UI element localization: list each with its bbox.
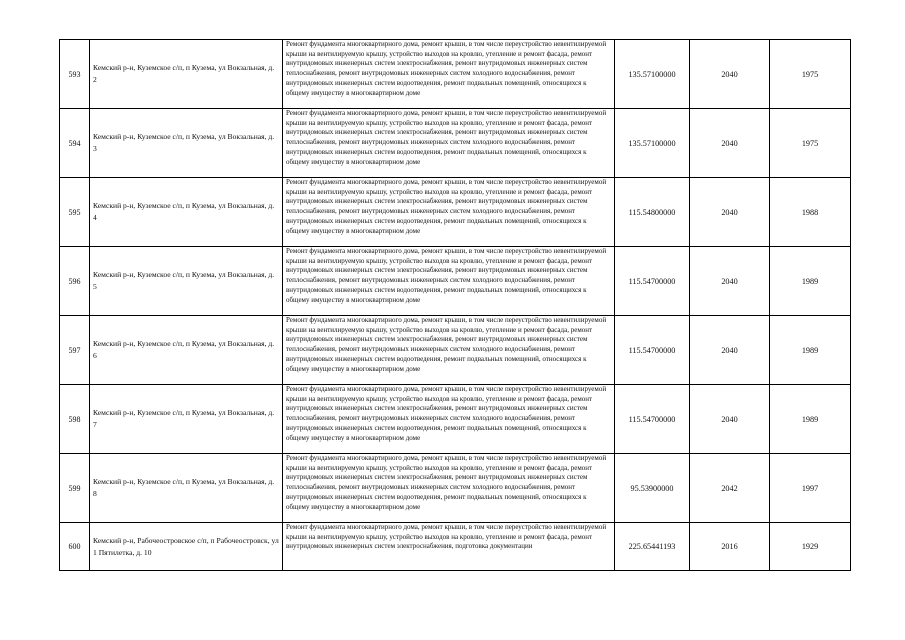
works-cell: Ремонт фундамента многоквартирного дома, ремонт крыши, в том числе переустройство невентилируемой крыши на вентилируемую крышу, устройство выходов на кровлю, утепление и ремонт фасада, ремонт внутридомовых инженерных систем электроснабжения, ремонт внутридомовых инженерных систем теплоснабжения, ремонт внутридомовых инженерных систем холодного водоснабжения, ремонт внутридомовых инженерных систем водоотведения, ремонт подвальных помещений, относящихся к общему имуществу в многоквартирном доме <box>283 109 615 178</box>
table-row <box>60 40 851 109</box>
row-number: 593 <box>60 40 90 109</box>
works-cell: Ремонт фундамента многоквартирного дома, ремонт крыши, в том числе переустройство невентилируемой крыши на вентилируемую крышу, устройство выходов на кровлю, утепление и ремонт фасада, ремонт внутридомовых инженерных систем электроснабжения, ремонт внутридомовых инженерных систем теплоснабжения, ремонт внутридомовых инженерных систем холодного водоснабжения, ремонт внутридомовых инженерных систем водоотведения, ремонт подвальных помещений, относящихся к общему имуществу в многоквартирном доме <box>283 247 615 316</box>
address-cell: Кемский р-н, Куземское с/п, п Кузема, ул Вокзальная, д. 7 <box>90 385 283 454</box>
cost-cell: 115.54700000 <box>615 247 690 316</box>
built-year-cell: 1975 <box>770 109 851 178</box>
works-cell: Ремонт фундамента многоквартирного дома, ремонт крыши, в том числе переустройство невентилируемой крыши на вентилируемую крышу, устройство выходов на кровлю, утепление и ремонт фасада, ремонт внутридомовых инженерных систем электроснабжения, подготовка документации <box>283 523 615 571</box>
built-year-cell: 1988 <box>770 178 851 247</box>
row-number: 594 <box>60 109 90 178</box>
built-year-cell: 1997 <box>770 454 851 523</box>
row-number: 598 <box>60 385 90 454</box>
capital-repair-table <box>59 39 851 571</box>
document-sheet <box>59 39 851 571</box>
built-year-cell: 1989 <box>770 316 851 385</box>
address-cell: Кемский р-н, Куземское с/п, п Кузема, ул Вокзальная, д. 5 <box>90 247 283 316</box>
planned-year-cell: 2042 <box>690 454 770 523</box>
row-number: 600 <box>60 523 90 571</box>
works-cell: Ремонт фундамента многоквартирного дома, ремонт крыши, в том числе переустройство невентилируемой крыши на вентилируемую крышу, устройство выходов на кровлю, утепление и ремонт фасада, ремонт внутридомовых инженерных систем электроснабжения, ремонт внутридомовых инженерных систем теплоснабжения, ремонт внутридомовых инженерных систем холодного водоснабжения, ремонт внутридомовых инженерных систем водоотведения, ремонт подвальных помещений, относящихся к общему имуществу в многоквартирном доме <box>283 40 615 109</box>
cost-cell: 135.57100000 <box>615 40 690 109</box>
planned-year-cell: 2040 <box>690 247 770 316</box>
built-year-cell: 1975 <box>770 40 851 109</box>
cost-cell: 115.54700000 <box>615 316 690 385</box>
planned-year-cell: 2040 <box>690 178 770 247</box>
cost-cell: 225.65441193 <box>615 523 690 571</box>
planned-year-cell: 2040 <box>690 385 770 454</box>
table-row <box>60 109 851 178</box>
table-row <box>60 523 851 571</box>
built-year-cell: 1989 <box>770 247 851 316</box>
built-year-cell: 1929 <box>770 523 851 571</box>
works-cell: Ремонт фундамента многоквартирного дома, ремонт крыши, в том числе переустройство невентилируемой крыши на вентилируемую крышу, устройство выходов на кровлю, утепление и ремонт фасада, ремонт внутридомовых инженерных систем электроснабжения, ремонт внутридомовых инженерных систем теплоснабжения, ремонт внутридомовых инженерных систем холодного водоснабжения, ремонт внутридомовых инженерных систем водоотведения, ремонт подвальных помещений, относящихся к общему имуществу в многоквартирном доме <box>283 385 615 454</box>
address-cell: Кемский р-н, Куземское с/п, п Кузема, ул Вокзальная, д. 6 <box>90 316 283 385</box>
address-cell: Кемский р-н, Куземское с/п, п Кузема, ул Вокзальная, д. 4 <box>90 178 283 247</box>
planned-year-cell: 2040 <box>690 40 770 109</box>
table-row <box>60 178 851 247</box>
works-cell: Ремонт фундамента многоквартирного дома, ремонт крыши, в том числе переустройство невентилируемой крыши на вентилируемую крышу, устройство выходов на кровлю, утепление и ремонт фасада, ремонт внутридомовых инженерных систем электроснабжения, ремонт внутридомовых инженерных систем теплоснабжения, ремонт внутридомовых инженерных систем холодного водоснабжения, ремонт внутридомовых инженерных систем водоотведения, ремонт подвальных помещений, относящихся к общему имуществу в многоквартирном доме <box>283 454 615 523</box>
works-cell: Ремонт фундамента многоквартирного дома, ремонт крыши, в том числе переустройство невентилируемой крыши на вентилируемую крышу, устройство выходов на кровлю, утепление и ремонт фасада, ремонт внутридомовых инженерных систем электроснабжения, ремонт внутридомовых инженерных систем теплоснабжения, ремонт внутридомовых инженерных систем холодного водоснабжения, ремонт внутридомовых инженерных систем водоотведения, ремонт подвальных помещений, относящихся к общему имуществу в многоквартирном доме <box>283 178 615 247</box>
cost-cell: 115.54700000 <box>615 385 690 454</box>
planned-year-cell: 2040 <box>690 109 770 178</box>
table-row <box>60 247 851 316</box>
planned-year-cell: 2040 <box>690 316 770 385</box>
cost-cell: 115.54800000 <box>615 178 690 247</box>
cost-cell: 95.53900000 <box>615 454 690 523</box>
address-cell: Кемский р-н, Рабочеостровское с/п, п Рабочеостровск, ул 1 Пятилетка, д. 10 <box>90 523 283 571</box>
address-cell: Кемский р-н, Куземское с/п, п Кузема, ул Вокзальная, д. 2 <box>90 40 283 109</box>
row-number: 596 <box>60 247 90 316</box>
table-row <box>60 385 851 454</box>
planned-year-cell: 2016 <box>690 523 770 571</box>
row-number: 599 <box>60 454 90 523</box>
address-cell: Кемский р-н, Куземское с/п, п Кузема, ул Вокзальная, д. 8 <box>90 454 283 523</box>
row-number: 595 <box>60 178 90 247</box>
cost-cell: 135.57100000 <box>615 109 690 178</box>
table-row <box>60 454 851 523</box>
row-number: 597 <box>60 316 90 385</box>
address-cell: Кемский р-н, Куземское с/п, п Кузема, ул Вокзальная, д. 3 <box>90 109 283 178</box>
table-row <box>60 316 851 385</box>
works-cell: Ремонт фундамента многоквартирного дома, ремонт крыши, в том числе переустройство невентилируемой крыши на вентилируемую крышу, устройство выходов на кровлю, утепление и ремонт фасада, ремонт внутридомовых инженерных систем электроснабжения, ремонт внутридомовых инженерных систем теплоснабжения, ремонт внутридомовых инженерных систем холодного водоснабжения, ремонт внутридомовых инженерных систем водоотведения, ремонт подвальных помещений, относящихся к общему имуществу в многоквартирном доме <box>283 316 615 385</box>
built-year-cell: 1989 <box>770 385 851 454</box>
